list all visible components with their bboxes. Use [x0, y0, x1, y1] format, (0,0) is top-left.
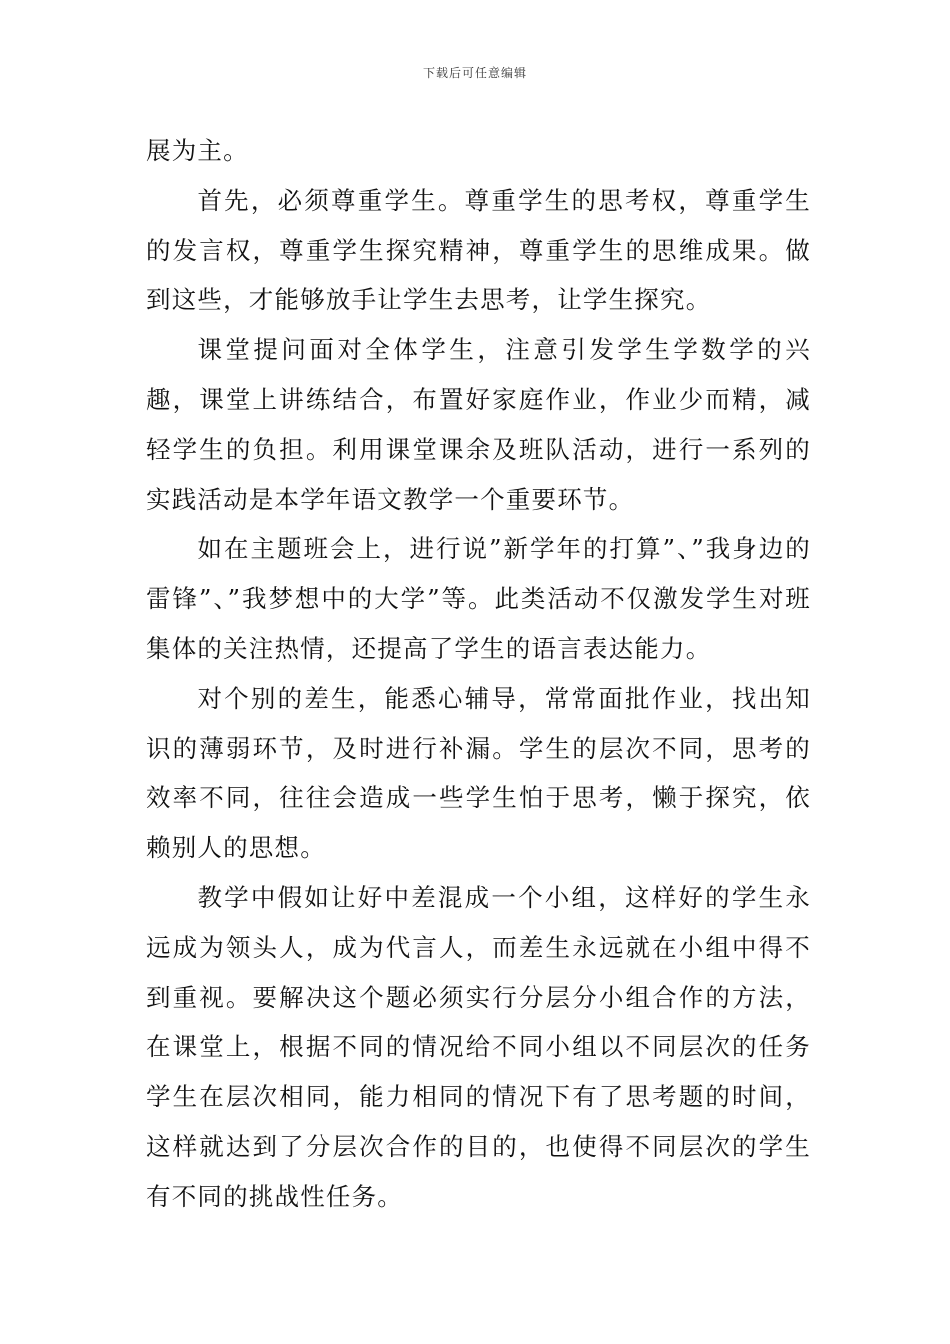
- paragraph: 首先，必须尊重学生。尊重学生的思考权，尊重学生的发言权，尊重学生探究精神，尊重学生的思维成果。做到这些，才能够放手让学生去思考，让学生探究。: [146, 185, 811, 315]
- paragraph: 展为主。: [146, 136, 249, 165]
- document-body: [146, 126, 811, 1222]
- paragraph: 课堂提问面对全体学生，注意引发学生学数学的兴趣，课堂上讲练结合，布置好家庭作业，作业少而精，减轻学生的负担。利用课堂课余及班队活动，进行一系列的实践活动是本学年语文教学一个重要环节。: [146, 335, 811, 514]
- paragraph: 对个别的差生，能悉心辅导，常常面批作业，找出知识的薄弱环节，及时进行补漏。学生的层次不同，思考的效率不同，往往会造成一些学生怕于思考，懒于探究，依赖别人的思想。: [146, 683, 811, 863]
- page-header: 下载后可任意编辑: [422, 66, 527, 80]
- paragraph: 教学中假如让好中差混成一个小组，这样好的学生永远成为领头人，成为代言人，而差生永远就在小组中得不到重视。要解决这个题必须实行分层分小组合作的方法，在课堂上，根据不同的情况给不同小组以不同层次的任务学生在层次相同，能力相同的情况下有了思考题的时间，这样就达到了分层次合作的目的，也使得不同层次的学生有不同的挑战性任务。: [146, 882, 811, 1211]
- paragraph: 如在主题班会上，进行说”新学年的打算”、”我身边的雷锋”、”我梦想中的大学”等。此类活动不仅激发学生对班集体的关注热情，还提高了学生的语言表达能力。: [146, 534, 811, 663]
